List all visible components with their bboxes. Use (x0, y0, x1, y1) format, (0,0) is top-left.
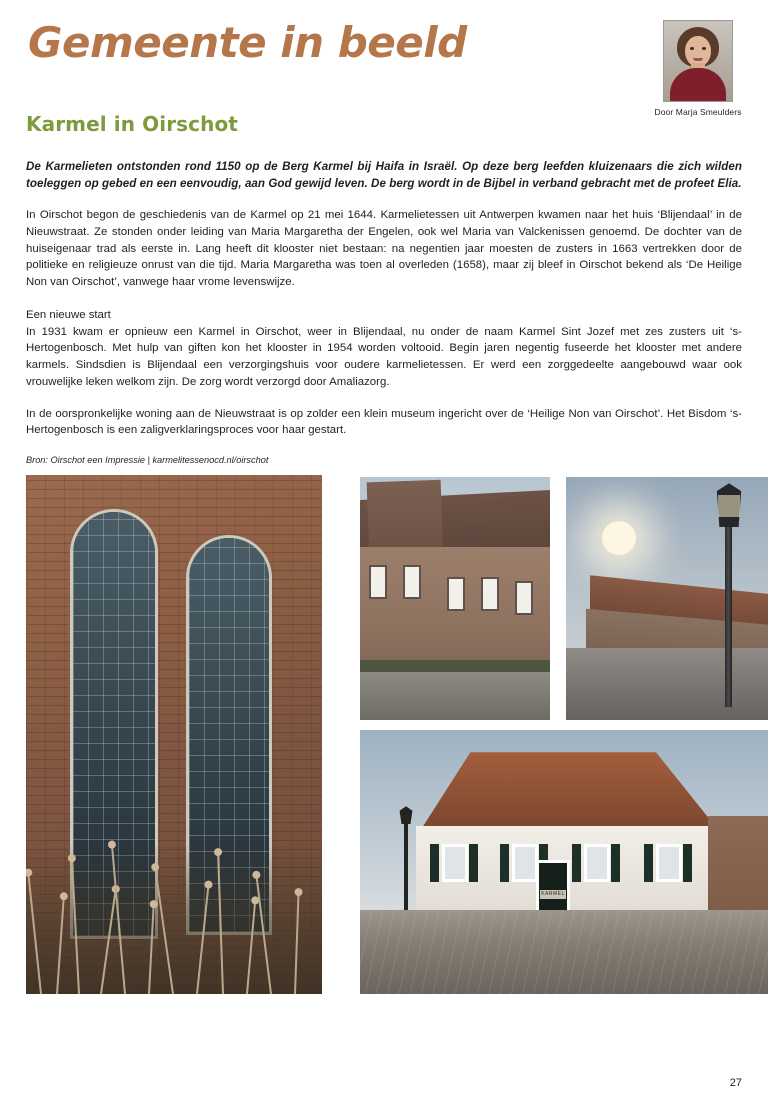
door-sign: KARMEL (541, 891, 565, 898)
article-paragraph-2: In 1931 kwam er opnieuw een Karmel in Oirschot, weer in Blijendaal, nu onder de naam Karmel Sint Jozef met zes zusters uit ‘s-Hertogenbosch. Met hulp van giften kon het klooster in 1954 worden voltooid. Begin jaren negentig fuseerde het klooster met andere karmels. Sindsdien is Blijendaal een verzorgingshuis voor oudere karmelietessen. Er werd een zorggedeelte aangebouwd waar ook vrouwelijke leken welkom zijn. De zorg wordt verzorgd door Amaliazorg. (26, 325, 742, 388)
photo-white-house-karmel-entrance (360, 730, 768, 994)
photo-grid (26, 475, 742, 995)
window (447, 577, 465, 611)
window-shutter (469, 844, 478, 882)
street (360, 672, 550, 720)
article-source: Bron: Oirschot een Impressie | karmelitessenocd.nl/oirschot (26, 455, 269, 466)
portrait-eye-right (702, 47, 706, 50)
page-number: 27 (729, 1077, 742, 1089)
article-paragraph-3: In de oorspronkelijke woning aan de Nieuwstraat is op zolder een klein museum ingericht over de ‘Heilige Non van Oirschot’. Het Bisdom ‘s-Hertogenbosch is een zaligverklaringsproces voor haar gestart. (26, 407, 742, 437)
article-lead: De Karmelieten ontstonden rond 1150 op de Berg Karmel bij Haifa in Israël. Op deze berg leefden kluizenaars die zich wilden toeleggen op gebed en een eenvoudig, aan God gewijd leven. De berg wordt in de Bijbel in verband gebracht met de profeet Elia. (26, 160, 742, 191)
window (481, 577, 499, 611)
photo-church-window-brick-facade (26, 475, 322, 994)
window (442, 844, 468, 882)
window-shutter (500, 844, 509, 882)
author-portrait-photo (663, 20, 733, 102)
cobblestone-street (360, 910, 768, 994)
portrait-eye-left (690, 47, 694, 50)
window (512, 844, 538, 882)
dry-weeds (26, 829, 322, 994)
article-title: Karmel in Oirschot (26, 112, 238, 136)
portrait-mouth (693, 58, 703, 61)
window-shutter (611, 844, 620, 882)
lantern-glass (718, 495, 740, 517)
cobblestone-street (566, 648, 768, 720)
window-shutter (644, 844, 653, 882)
brick-wall (360, 547, 550, 677)
window (515, 581, 533, 615)
author-block (654, 20, 742, 117)
author-credit: Door Marja Smeulders (654, 107, 742, 117)
masthead (26, 0, 742, 117)
article-subhead: Een nieuwe start (26, 308, 111, 321)
window-shutter (430, 844, 439, 882)
window (656, 844, 682, 882)
window (403, 565, 421, 599)
window-shutter (572, 844, 581, 882)
photo-street-with-lantern (566, 477, 768, 720)
window (584, 844, 610, 882)
page-title: Gemeente in beeld (28, 18, 467, 67)
article-paragraph-1: In Oirschot begon de geschiedenis van de Karmel op 21 mei 1644. Karmelietessen uit Antwerpen kwamen naar het huis ‘Blijendaal’ in de Nieuwstraat. Ze stonden onder leiding van Maria Margaretha der Engelen, ook wel Maria van Valckenissen genoemd. De dochter van de huiseigenaar trad als eerste in. Lang heeft dit klooster niet bestaan: na negentien jaar moesten de zusters in 1663 vertrekken door de politieke en religieuze onrust van die tijd. Maria Margaretha was toen al overleden (1658), maar zij bleef in Oirschot bekend als ‘De Heilige Non van Oirschot’, vanwege haar vrome levenswijze. (26, 209, 742, 289)
photo-monastery-brick-wing (360, 477, 550, 720)
portrait-torso (670, 68, 726, 102)
window-shutter (683, 844, 692, 882)
sun (602, 521, 636, 555)
window (369, 565, 387, 599)
